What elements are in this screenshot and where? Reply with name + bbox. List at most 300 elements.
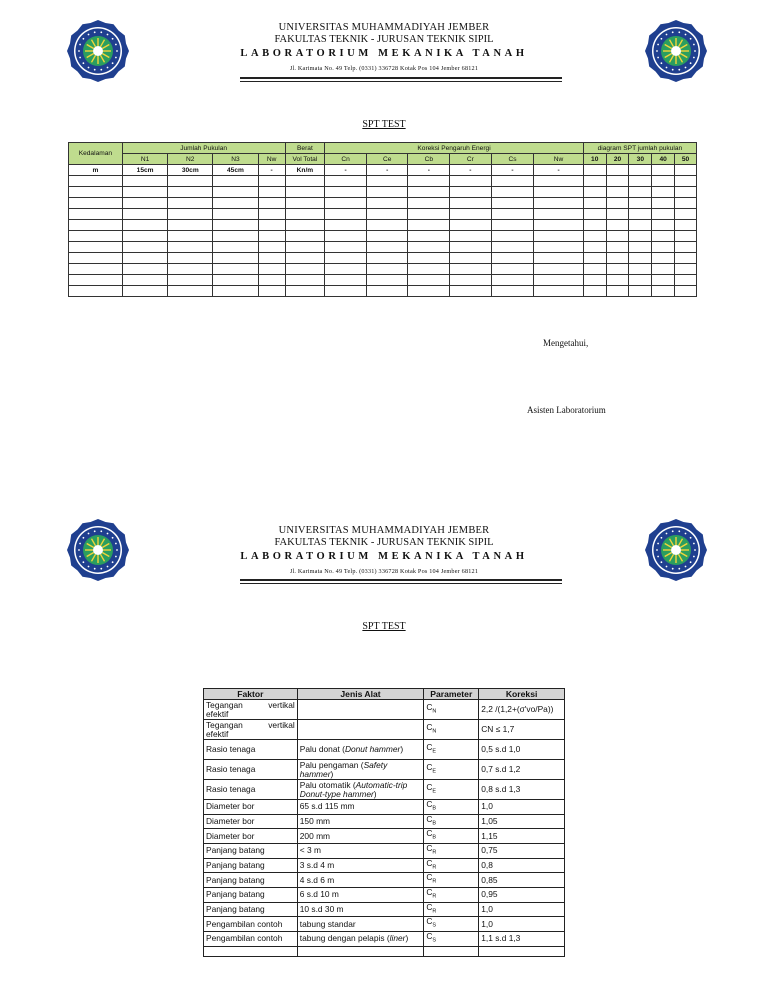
empty-cell — [122, 275, 168, 286]
jenis-alat-cell — [297, 873, 424, 888]
parameter-subscript: N — [432, 708, 437, 715]
faculty-name: FAKULTAS TEKNIK - JURUSAN TEKNIK SIPIL — [274, 537, 494, 548]
empty-cell — [491, 231, 534, 242]
empty-cell — [652, 231, 675, 242]
empty-cell — [366, 275, 408, 286]
empty-cell — [534, 198, 584, 209]
parameter-subscript: R — [432, 864, 437, 871]
empty-cell — [606, 176, 629, 187]
empty-cell — [325, 242, 367, 253]
koreksi-cell: 0,5 s.d 1,0 — [479, 740, 565, 760]
empty-cell — [297, 946, 424, 956]
empty-cell — [122, 220, 168, 231]
jenis-alat-text: 150 mm — [299, 816, 331, 826]
col-diagram-20: 20 — [606, 154, 629, 165]
parameter-symbol: C — [426, 901, 433, 912]
jenis-alat-cell — [297, 888, 424, 903]
empty-cell — [213, 220, 259, 231]
jenis-alat-cell — [297, 917, 424, 932]
jenis-alat-italic: liner — [389, 933, 406, 944]
faktor-cell: Pengambilan contoh — [204, 917, 298, 932]
parameter-symbol: C — [426, 887, 433, 898]
empty-cell — [652, 253, 675, 264]
empty-cell — [408, 264, 450, 275]
empty-cell — [213, 286, 259, 297]
parameter-subscript: R — [432, 908, 437, 915]
jenis-alat-cell — [297, 858, 424, 873]
empty-cell — [325, 176, 367, 187]
asisten-label: Asisten Laboratorium — [527, 405, 606, 415]
parameter-symbol: C — [426, 931, 433, 942]
empty-cell — [366, 264, 408, 275]
parameter-cell — [424, 873, 479, 888]
diagram-cell — [629, 165, 652, 176]
empty-cell — [168, 253, 213, 264]
col-diagram-30: 30 — [629, 154, 652, 165]
empty-cell — [652, 220, 675, 231]
empty-cell — [366, 231, 408, 242]
empty-cell — [258, 209, 285, 220]
empty-cell — [491, 220, 534, 231]
empty-cell — [122, 209, 168, 220]
letterhead-rule-thin — [240, 81, 562, 82]
table-row — [69, 198, 697, 209]
empty-cell — [122, 198, 168, 209]
col-diagram-50: 50 — [675, 154, 697, 165]
empty-cell — [652, 187, 675, 198]
empty-cell — [606, 286, 629, 297]
empty-cell — [168, 209, 213, 220]
empty-cell — [675, 286, 697, 297]
empty-cell — [675, 242, 697, 253]
empty-cell — [325, 286, 367, 297]
empty-cell — [491, 198, 534, 209]
empty-cell — [69, 275, 123, 286]
table-row — [204, 946, 565, 956]
empty-cell — [629, 264, 652, 275]
letterhead-rule-thin — [240, 583, 562, 584]
empty-cell — [122, 253, 168, 264]
parameter-symbol: C — [426, 721, 433, 732]
faktor-cell: Diameter bor — [204, 800, 298, 815]
col-nw: Nw — [258, 154, 285, 165]
empty-cell — [69, 231, 123, 242]
empty-cell — [122, 242, 168, 253]
empty-cell — [450, 176, 492, 187]
empty-cell — [408, 231, 450, 242]
table-row — [204, 740, 565, 760]
col-cb: Cb — [408, 154, 450, 165]
empty-cell — [213, 209, 259, 220]
unit-cell: - — [325, 165, 367, 176]
empty-cell — [534, 231, 584, 242]
table-row — [69, 187, 697, 198]
empty-cell — [606, 231, 629, 242]
university-logo-left — [66, 19, 130, 83]
faktor-cell: Panjang batang — [204, 844, 298, 859]
unit-cell: - — [408, 165, 450, 176]
empty-cell — [606, 220, 629, 231]
unit-cell: 15cm — [122, 165, 168, 176]
table-row — [204, 888, 565, 903]
empty-cell — [675, 253, 697, 264]
lab-name: LABORATORIUM MEKANIKA TANAH — [240, 551, 528, 562]
col-faktor: Faktor — [204, 689, 298, 700]
table-row — [204, 814, 565, 829]
koreksi-cell: 1,0 — [479, 902, 565, 917]
empty-cell — [325, 264, 367, 275]
jenis-alat-cell — [297, 829, 424, 844]
parameter-subscript: R — [432, 879, 437, 886]
empty-cell — [583, 176, 606, 187]
jenis-alat-text: ) — [330, 768, 334, 779]
jenis-alat-text: 6 s.d 10 m — [299, 889, 339, 900]
empty-cell — [325, 198, 367, 209]
unit-cell: 30cm — [168, 165, 213, 176]
table-row — [69, 176, 697, 187]
parameter-symbol: C — [426, 828, 433, 839]
koreksi-cell: 0,8 s.d 1,3 — [479, 780, 565, 800]
empty-cell — [583, 187, 606, 198]
empty-cell — [606, 253, 629, 264]
empty-cell — [258, 286, 285, 297]
empty-cell — [285, 253, 325, 264]
mengetahui-label: Mengetahui, — [543, 338, 589, 348]
jenis-alat-text: Palu otomatik ( — [299, 779, 356, 790]
empty-cell — [69, 242, 123, 253]
faktor-cell: Rasio tenaga — [204, 760, 298, 780]
jenis-alat-text: tabung standar — [299, 918, 356, 929]
table-row — [204, 873, 565, 888]
letterhead — [150, 22, 618, 74]
empty-cell — [652, 286, 675, 297]
empty-cell — [606, 187, 629, 198]
empty-cell — [534, 220, 584, 231]
empty-cell — [285, 275, 325, 286]
university-seal-icon — [644, 19, 708, 83]
empty-cell — [285, 176, 325, 187]
empty-cell — [325, 220, 367, 231]
empty-cell — [583, 209, 606, 220]
empty-cell — [629, 275, 652, 286]
empty-cell — [213, 198, 259, 209]
parameter-cell — [424, 700, 479, 720]
group-jumlah-pukulan: Jumlah Pukulan — [122, 143, 285, 154]
empty-cell — [122, 286, 168, 297]
col-diagram-40: 40 — [652, 154, 675, 165]
empty-cell — [491, 275, 534, 286]
group-koreksi: Koreksi Pengaruh Energi — [325, 143, 584, 154]
parameter-cell — [424, 740, 479, 760]
empty-cell — [168, 275, 213, 286]
col-n1: N1 — [122, 154, 168, 165]
empty-cell — [491, 286, 534, 297]
empty-cell — [408, 242, 450, 253]
col-n2: N2 — [168, 154, 213, 165]
faktor-cell: Diameter bor — [204, 829, 298, 844]
jenis-alat-text: 4 s.d 6 m — [299, 874, 335, 885]
table-row — [204, 780, 565, 800]
university-logo-left — [66, 518, 130, 582]
parameter-cell — [424, 760, 479, 780]
parameter-cell — [424, 720, 479, 740]
empty-cell — [629, 220, 652, 231]
empty-cell — [450, 231, 492, 242]
empty-cell — [491, 253, 534, 264]
faktor-cell: Pengambilan contoh — [204, 932, 298, 947]
empty-cell — [652, 275, 675, 286]
empty-cell — [258, 231, 285, 242]
koreksi-cell: 1,0 — [479, 800, 565, 815]
empty-cell — [366, 220, 408, 231]
unit-cell: - — [258, 165, 285, 176]
parameter-cell — [424, 858, 479, 873]
empty-cell — [285, 187, 325, 198]
table-row — [69, 231, 697, 242]
empty-cell — [408, 220, 450, 231]
empty-cell — [606, 242, 629, 253]
parameter-symbol: C — [426, 761, 433, 772]
jenis-alat-text: < 3 m — [299, 845, 321, 856]
address: Jl. Karimata No. 49 Telp. (0331) 336728 Kotak Pos 104 Jember 68121 — [289, 65, 479, 72]
empty-cell — [583, 231, 606, 242]
diagram-cell — [652, 165, 675, 176]
parameter-cell — [424, 888, 479, 903]
empty-cell — [450, 209, 492, 220]
jenis-alat-cell — [297, 800, 424, 815]
empty-cell — [629, 198, 652, 209]
letterhead — [150, 525, 618, 577]
group-diagram: diagram SPT jumlah pukulan — [583, 143, 696, 154]
jenis-alat-text: ) — [405, 933, 409, 944]
empty-cell — [122, 264, 168, 275]
spt-table — [68, 142, 697, 297]
parameter-cell — [424, 917, 479, 932]
jenis-alat-text: Palu pengaman ( — [299, 759, 364, 770]
empty-cell — [629, 231, 652, 242]
empty-cell — [408, 253, 450, 264]
page-title: SPT TEST — [362, 119, 406, 130]
empty-cell — [69, 253, 123, 264]
empty-cell — [629, 286, 652, 297]
koreksi-cell: 1,05 — [479, 814, 565, 829]
empty-cell — [325, 209, 367, 220]
empty-cell — [213, 187, 259, 198]
empty-cell — [168, 264, 213, 275]
empty-cell — [491, 187, 534, 198]
faktor-cell: Panjang batang — [204, 902, 298, 917]
empty-cell — [675, 275, 697, 286]
parameter-cell — [424, 932, 479, 947]
parameter-subscript: E — [432, 788, 437, 795]
parameter-subscript: B — [432, 835, 437, 842]
jenis-alat-cell — [297, 720, 424, 740]
empty-cell — [479, 946, 565, 956]
faktor-table — [203, 688, 565, 957]
empty-cell — [450, 264, 492, 275]
table-row — [69, 220, 697, 231]
empty-cell — [258, 198, 285, 209]
empty-cell — [450, 242, 492, 253]
faktor-cell: Panjang batang — [204, 858, 298, 873]
koreksi-cell: 1,1 s.d 1,3 — [479, 932, 565, 947]
empty-cell — [450, 187, 492, 198]
university-seal-icon — [66, 518, 130, 582]
empty-cell — [450, 286, 492, 297]
parameter-symbol: C — [426, 813, 433, 824]
jenis-alat-text: 10 s.d 30 m — [299, 904, 344, 915]
empty-cell — [534, 209, 584, 220]
parameter-symbol: C — [426, 843, 433, 854]
empty-cell — [629, 176, 652, 187]
table-row — [69, 275, 697, 286]
empty-cell — [534, 176, 584, 187]
diagram-cell — [583, 165, 606, 176]
empty-cell — [366, 286, 408, 297]
parameter-subscript: E — [432, 748, 437, 755]
jenis-alat-italic: Automatic-trip Donut-type hammer — [299, 779, 408, 799]
col-kedalaman: Kedalaman — [69, 143, 123, 165]
table-row — [204, 917, 565, 932]
empty-cell — [258, 242, 285, 253]
unit-cell: - — [534, 165, 584, 176]
jenis-alat-cell — [297, 740, 424, 760]
empty-cell — [583, 286, 606, 297]
jenis-alat-cell — [297, 902, 424, 917]
empty-cell — [325, 275, 367, 286]
lab-name: LABORATORIUM MEKANIKA TANAH — [240, 48, 528, 59]
koreksi-cell: 0,8 — [479, 858, 565, 873]
empty-cell — [450, 275, 492, 286]
jenis-alat-cell — [297, 780, 424, 800]
faktor-cell: Rasio tenaga — [204, 780, 298, 800]
empty-cell — [213, 242, 259, 253]
faktor-cell: Panjang batang — [204, 888, 298, 903]
col-vol-total: Vol Total — [285, 154, 325, 165]
empty-cell — [204, 946, 298, 956]
empty-cell — [69, 176, 123, 187]
empty-cell — [583, 198, 606, 209]
empty-cell — [168, 231, 213, 242]
koreksi-cell: 0,75 — [479, 844, 565, 859]
empty-cell — [606, 209, 629, 220]
empty-cell — [325, 253, 367, 264]
spt-data-rows — [69, 176, 697, 297]
empty-cell — [675, 231, 697, 242]
col-ce: Ce — [366, 154, 408, 165]
empty-cell — [491, 242, 534, 253]
empty-cell — [122, 176, 168, 187]
col-nw-koreksi: Nw — [534, 154, 584, 165]
empty-cell — [583, 220, 606, 231]
empty-cell — [69, 286, 123, 297]
faktor-cell: Tegangan vertikal efektif — [204, 720, 298, 740]
empty-cell — [69, 209, 123, 220]
empty-cell — [168, 220, 213, 231]
unit-cell: - — [491, 165, 534, 176]
jenis-alat-italic: Donut hammer — [344, 744, 401, 754]
jenis-alat-text: Palu donat ( — [299, 744, 345, 754]
empty-cell — [285, 242, 325, 253]
empty-cell — [258, 264, 285, 275]
faktor-cell: Panjang batang — [204, 873, 298, 888]
jenis-alat-cell — [297, 760, 424, 780]
empty-cell — [629, 187, 652, 198]
empty-cell — [122, 231, 168, 242]
empty-cell — [325, 231, 367, 242]
empty-cell — [213, 253, 259, 264]
jenis-alat-text: 65 s.d 115 mm — [299, 801, 355, 812]
table-row — [69, 242, 697, 253]
units-row — [69, 165, 697, 176]
empty-cell — [285, 209, 325, 220]
empty-cell — [408, 209, 450, 220]
faktor-rows — [204, 700, 565, 947]
col-koreksi: Koreksi — [479, 689, 565, 700]
empty-cell — [69, 198, 123, 209]
empty-cell — [606, 264, 629, 275]
empty-cell — [629, 253, 652, 264]
table-row — [204, 844, 565, 859]
table-row — [204, 932, 565, 947]
empty-cell — [606, 275, 629, 286]
empty-cell — [491, 176, 534, 187]
empty-cell — [583, 253, 606, 264]
parameter-symbol: C — [426, 701, 433, 712]
col-cs: Cs — [491, 154, 534, 165]
empty-cell — [122, 187, 168, 198]
diagram-cell — [606, 165, 629, 176]
table-row — [69, 253, 697, 264]
empty-cell — [366, 198, 408, 209]
university-name: UNIVERSITAS MUHAMMADIYAH JEMBER — [278, 525, 490, 536]
empty-cell — [258, 275, 285, 286]
jenis-alat-cell — [297, 932, 424, 947]
empty-cell — [213, 176, 259, 187]
empty-cell — [168, 187, 213, 198]
jenis-alat-italic: Safety hammer — [299, 759, 388, 779]
empty-cell — [491, 264, 534, 275]
koreksi-cell: 0,7 s.d 1,2 — [479, 760, 565, 780]
empty-cell — [652, 209, 675, 220]
empty-cell — [366, 253, 408, 264]
col-cr: Cr — [450, 154, 492, 165]
table-row — [204, 700, 565, 720]
empty-cell — [366, 209, 408, 220]
unit-cell: - — [450, 165, 492, 176]
empty-cell — [629, 209, 652, 220]
koreksi-cell: CN ≤ 1,7 — [479, 720, 565, 740]
parameter-subscript: R — [432, 849, 437, 856]
empty-cell — [534, 242, 584, 253]
parameter-symbol: C — [426, 857, 433, 868]
empty-cell — [168, 198, 213, 209]
empty-cell — [583, 242, 606, 253]
unit-cell: - — [366, 165, 408, 176]
empty-cell — [285, 264, 325, 275]
university-logo-right — [644, 19, 708, 83]
col-berat: Berat — [285, 143, 325, 154]
col-n3: N3 — [213, 154, 259, 165]
empty-cell — [366, 176, 408, 187]
empty-cell — [168, 286, 213, 297]
parameter-cell — [424, 844, 479, 859]
empty-cell — [675, 264, 697, 275]
empty-cell — [408, 176, 450, 187]
university-seal-icon — [644, 518, 708, 582]
empty-cell — [675, 209, 697, 220]
parameter-cell — [424, 902, 479, 917]
